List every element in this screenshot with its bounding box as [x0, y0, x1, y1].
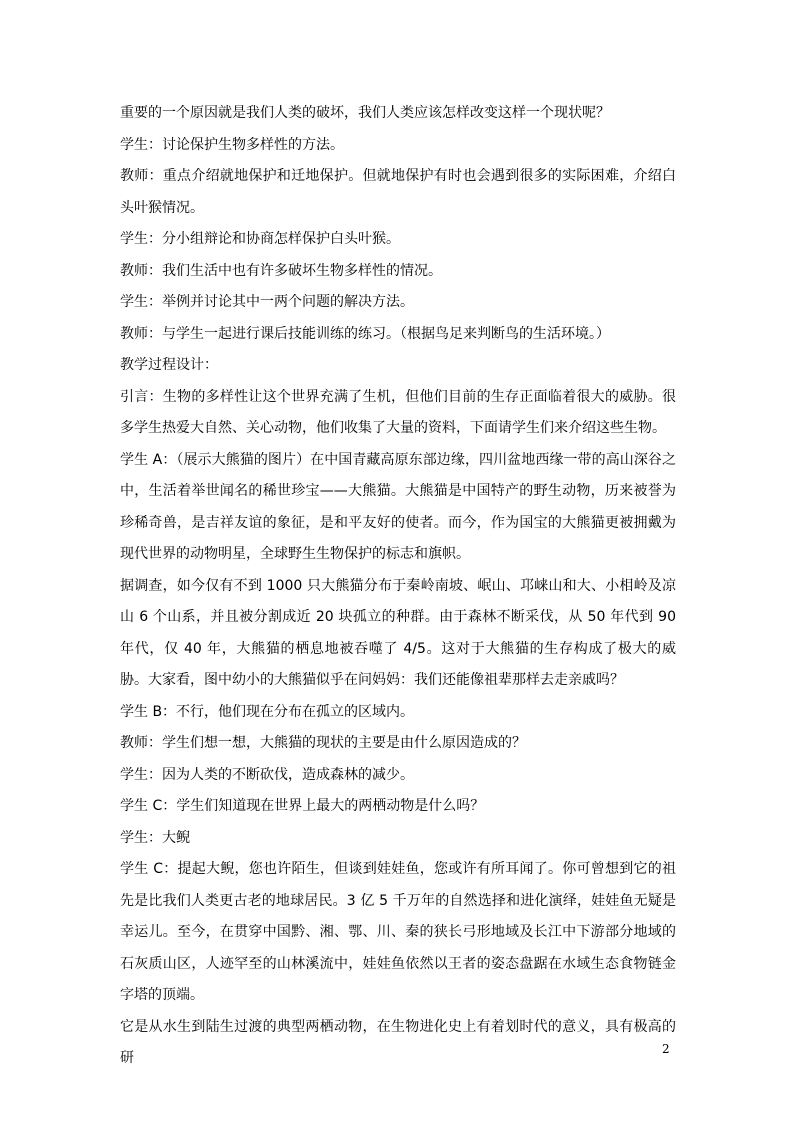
paragraph: 学生：大鲵 — [120, 829, 190, 846]
paragraph: 学生 C：学生们知道现在世界上最大的两栖动物是什么吗？ — [120, 798, 485, 814]
paragraph: 学生 C：提起大鲵，您也许陌生，但谈到娃娃鱼，您或许有所耳闻了。你可曾想到它的祖先是比我们人类更古老的地球居民。3 亿 5 千万年的自然选择和进化演绎，娃娃鱼无疑是幸运儿。至今，在贯穿中国黔、湘、鄂、川、秦的狭长弓形地域及长江中下游部分地域的石灰质山区，人迹罕至的山林溪流中，娃娃鱼依然以王者的姿态盘踞在水域生态食物链金字塔的顶端。 — [120, 861, 676, 1003]
paragraph: 教师：我们生活中也有许多破坏生物多样性的情况。 — [120, 262, 442, 279]
document-body — [120, 98, 676, 1075]
section-heading: 教学过程设计： — [120, 357, 218, 373]
paragraph: 教师：重点介绍就地保护和迁地保护。但就地保护有时也会遇到很多的实际困难，介绍白头叶猴情况。 — [120, 168, 676, 216]
paragraph: 教师：学生们想一想，大熊猫的现状的主要是由什么原因造成的？ — [120, 735, 526, 751]
paragraph: 据调查，如今仅有不到 1000 只大熊猫分布于秦岭南坡、岷山、邛崃山和大、小相岭及凉山 6 个山系，并且被分割成近 20 块孤立的种群。由于森林不断采伐，从 50 年代到 90 年代，仅 40 年，大熊猫的栖息地被吞噬了 4/5。这对于大熊猫的生存构成了极大的威胁。大家看，图中幼小的大熊猫似乎在问妈妈：我们还能像祖辈那样去走亲戚吗？ — [120, 577, 676, 688]
paragraph: 它是从水生到陆生过渡的典型两栖动物，在生物进化史上有着划时代的意义，具有极高的研 — [120, 1018, 676, 1066]
paragraph: 学生 A：（展示大熊猫的图片）在中国青藏高原东部边缘，四川盆地西缘一带的高山深谷之中，生活着举世闻名的稀世珍宝——大熊猫。大熊猫是中国特产的野生动物，历来被誉为珍稀奇兽，是吉祥友谊的象征，是和平友好的使者。而今，作为国宝的大熊猫更被拥戴为现代世界的动物明星，全球野生生物保护的标志和旗帜。 — [120, 451, 676, 562]
paragraph: 引言：生物的多样性让这个世界充满了生机，但他们目前的生存正面临着很大的威胁。很多学生热爱大自然、关心动物，他们收集了大量的资料，下面请学生们来介绍这些生物。 — [120, 388, 676, 436]
page-number: 2 — [662, 1042, 670, 1056]
paragraph: 学生：分小组辩论和协商怎样保护白头叶猴。 — [120, 231, 400, 247]
paragraph: 重要的一个原因就是我们人类的破坏，我们人类应该怎样改变这样一个现状呢？ — [120, 105, 610, 121]
paragraph: 学生 B：不行，他们现在分布在孤立的区域内。 — [120, 703, 415, 720]
paragraph: 教师：与学生一起进行课后技能训练的练习。（根据鸟足来判断鸟的生活环境。） — [120, 325, 610, 342]
paragraph: 学生：讨论保护生物多样性的方法。 — [120, 136, 344, 153]
paragraph: 学生：举例并讨论其中一两个问题的解决方法。 — [120, 294, 414, 310]
paragraph: 学生：因为人类的不断砍伐，造成森林的减少。 — [120, 766, 414, 783]
